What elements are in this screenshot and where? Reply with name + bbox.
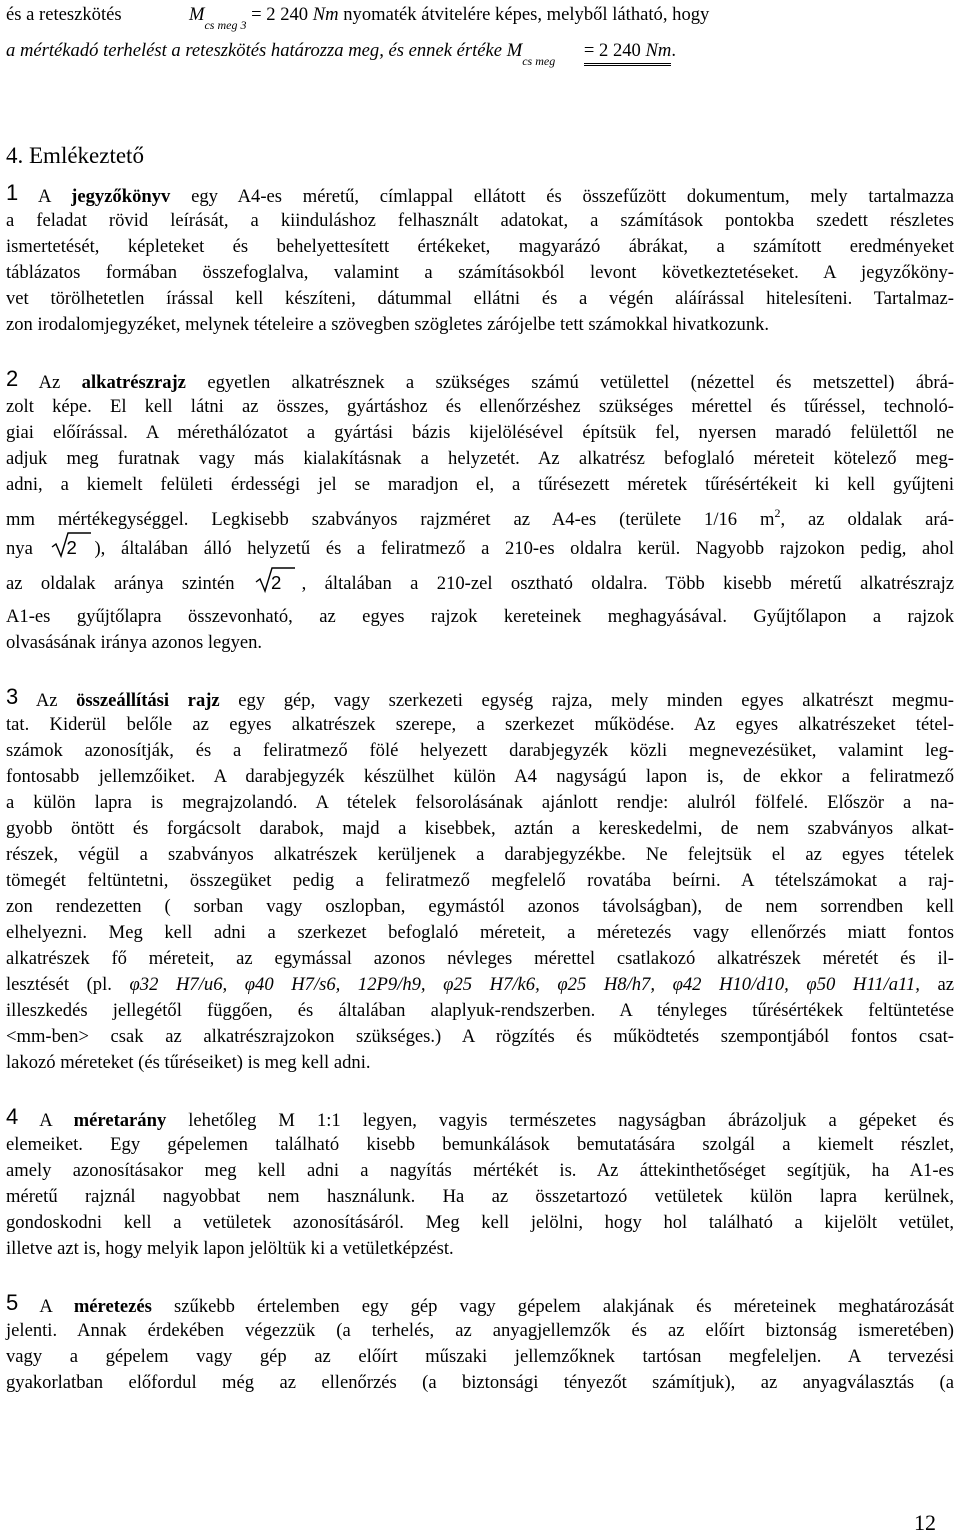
text: Az [38, 372, 61, 393]
p2-line-1 [6, 366, 954, 396]
top-line-2 [6, 38, 954, 74]
text: egy A4-es méretű, címlappal ellátott és összefűzött dokumentum, mely tartalmazza [191, 186, 954, 207]
text: lesztését (pl. [6, 974, 112, 995]
unit: Nm [312, 4, 339, 25]
radicand: 2 [66, 537, 77, 558]
p2-line-7 [6, 535, 954, 562]
p2-line: giai előírással. A mérethálózatot a gyártási bázis kijelölésével építsük fel, nyersen maradó felülettől ne [6, 422, 954, 443]
p3-line: alkatrészek fő méreteit, az egymással azonos névleges mérettel csatlakozó alkatrészek méretét és il- [6, 948, 954, 969]
p1-line-1 [6, 180, 954, 210]
text: az [937, 974, 954, 995]
text: , az oldalak ará- [780, 509, 954, 530]
text: A [39, 1296, 52, 1317]
top-line-1 [6, 2, 954, 38]
term: méretarány [73, 1110, 167, 1131]
p3-line: tat. Kiderül belőle az egyes alkatrészek szerepe, a szerkezet működése. Az egyes alkatrészeket tétel- [6, 714, 954, 735]
p1-line: a feladat rövid leírását, a kiinduláshoz felhasznált adatokat, a számítások pontokba szedett részletes [6, 210, 954, 231]
p3-line-12 [6, 972, 954, 998]
p3-line: zon rendezetten ( sorban vagy oszlopban, egymástól azonos távolságban), de nem sorrendben kell [6, 896, 954, 917]
p4-line: gondoskodni kell a vetületek azonosításáról. Meg kell jelölni, hogy hol található a kijelölt vetület, [6, 1212, 954, 1233]
p5-line-1 [6, 1290, 954, 1320]
page-number: 12 [914, 1510, 936, 1535]
fit-examples: φ32 H7/u6, φ40 H7/s6, 12P9/h9, φ25 H7/k6, φ25 H8/h7, φ42 H10/d10, φ50 H11/a11, [129, 974, 920, 995]
term: alkatrészrajz [81, 372, 186, 393]
p3-line: illeszkedés jellegétől függően, és általában alaplyuk-rendszerben. A tényleges tűrésértékek feltüntetése [6, 1000, 954, 1021]
text: egyetlen alkatrésznek a szükséges számú vetülettel (nézettel és metszettel) ábrá- [207, 372, 955, 393]
moment-symbol: M [506, 40, 523, 61]
p3-line: tömegét feltüntetni, összegüket pedig a feliratmező megfelelő rovatába beírni. A tételszámokat a raj- [6, 870, 954, 891]
p2-line-8 [6, 570, 954, 597]
p5-line: vagy a gépelem vagy gép az előírt műszaki jellemzőknek tartósan megfeleljen. A tervezési [6, 1346, 954, 1367]
footnote-number: 2 [6, 366, 19, 391]
value: = 2 240 [251, 4, 309, 25]
term: jegyzőkönyv [71, 186, 171, 207]
p4-line: amely azonosításakor meg kell adni a nagyítás mértékét is. Az áttekinthetőséget segítjük, ha A1-es [6, 1160, 954, 1181]
term: összeállítási rajz [76, 690, 220, 711]
p3-line: lakozó méreteket (és tűréseiket) is meg kell adni. [6, 1052, 371, 1073]
text: egy gép, vagy szerkezeti egység rajza, mely minden egyes alkatrészt megmu- [238, 690, 954, 711]
radical-sign-icon [51, 529, 91, 561]
p3-line: a külön lapra is megrajzolandó. A tételek felsorolásának ajánlott rendje: alulról fölfelé. Először a na- [6, 792, 954, 813]
p3-line-1 [6, 684, 954, 714]
p3-line: elhelyezni. Meg kell adni a szerkezet befoglaló méreteit, a méretezés vagy ellenőrzés miatt fontos [6, 922, 954, 943]
radical-sign-icon [255, 564, 295, 596]
text: , általában a 210-zel osztható oldalra. Több kisebb méretű alkatrészrajz [301, 573, 954, 594]
square-root [255, 570, 281, 597]
p2-line: adjuk meg furatnak vagy más kialakításnak a helyzetét. Az alkatrész befoglaló méreteit kötelező meg- [6, 448, 954, 469]
unit: Nm [645, 40, 672, 61]
p3-line: gyobb öntött és forgácsolt darabok, majd a kisebbek, aztán a kereskedelmi, de nem szabványos alkat- [6, 818, 954, 839]
p1-line: ismertetését, képleteket és behelyettesített értékeket, magyarázó ábrákat, a számított eredményeket [6, 236, 954, 257]
text: A [37, 186, 51, 207]
period: . [671, 40, 676, 61]
p3-line: számok azonosítják, és a feliratmező fölé helyezett darabjegyzék közli megnevezésüket, valamint leg- [6, 740, 954, 761]
term: méretezés [73, 1296, 152, 1317]
text: ), általában álló helyzetű és a feliratmező a 210-es oldalra kerül. Nagyobb rajzokon pedig, ahol [94, 538, 955, 559]
text: Az [35, 690, 58, 711]
text: A [39, 1110, 52, 1131]
p5-line: gyakorlatban előfordul még az ellenőrzés (a biztonsági tényezőt számítjuk), az anyagválasztás (a [6, 1372, 954, 1393]
superscript: 2 [774, 506, 781, 520]
p2-line-6 [6, 500, 954, 533]
subscript: cs meg [522, 54, 556, 68]
p4-line: elemeiket. Egy gépelemen található kisebb bemunkálások bemutatására szolgál a kiemelt részlet, [6, 1134, 954, 1155]
footnote-number: 3 [6, 684, 19, 709]
text: szűkebb értelemben egy gép vagy gépelem alakjának és méreteinek meghatározását [174, 1296, 955, 1317]
square-root [51, 535, 77, 562]
subscript: cs meg 3 [204, 18, 247, 32]
text: lehetőleg M 1:1 legyen, vagyis természetes nagyságban ábrázoljuk a gépeket és [188, 1110, 955, 1131]
section-heading: 4. Emlékeztető [6, 143, 144, 168]
p3-line: részek, végül a szabványos alkatrészek kerüljenek a darabjegyzékbe. Ne felejtsük el az egyes tételek [6, 844, 954, 865]
text: az oldalak aránya szintén [6, 573, 235, 594]
p2-line: A1-es gyűjtőlapra összevonható, az egyes rajzok kereteinek meghagyásával. Gyűjtőlapon a rajzok [6, 606, 954, 627]
p2-line: zolt képe. El kell látni az összes, gyártáshoz és ellenőrzéshez szükséges mérettel és tűréssel, technoló- [6, 396, 954, 417]
p5-line: jelenti. Annak érdekében végezzük (a terhelés, az anyagjellemzők és az előírt biztonság ismeretében) [6, 1320, 954, 1341]
text: mm mértékegységgel. Legkisebb szabványos rajzméret az A4-es (területe 1/16 m [6, 509, 775, 530]
text: a mértékadó terhelést a reteszkötés határozza meg, és ennek értéke [6, 40, 503, 61]
p4-line: méretű rajznál nagyobbat nem használunk. Ha az összetartozó vetületek külön lapra kerülnek, [6, 1186, 954, 1207]
text: nyomaték átvitelére képes, melyből látható, hogy [343, 4, 710, 25]
radicand: 2 [270, 572, 282, 593]
text: nya [6, 538, 33, 559]
text: és a reteszkötés [6, 4, 122, 25]
p1-line: táblázatos formában összefoglalva, valamint a számításokból levont következtetéseket. A jegyzőköny- [6, 262, 954, 283]
footnote-number: 5 [6, 1290, 19, 1315]
value: = 2 240 [583, 40, 641, 61]
p2-line: olvasásának iránya azonos legyen. [6, 632, 263, 653]
p2-line: adni, a kiemelt felületi érdességi jel se maradjon el, a tűrésezett méretek tűrésértékeit ki kell gyűjteni [6, 474, 954, 495]
footnote-number: 4 [6, 1104, 19, 1129]
p1-line: vet törölhetetlen írással kell készíteni, dátummal ellátni és a végén aláírással hitelesíteni. Tartalmaz- [6, 288, 954, 309]
p3-line: <mm-ben> csak az alkatrészrajzokon szükséges.) A rögzítés és működtetés szempontjából fontos csat- [6, 1026, 954, 1047]
result-value [584, 40, 671, 66]
p4-line: illetve azt is, hogy melyik lapon jelöltük ki a vetületképzést. [6, 1238, 454, 1259]
p3-line: fontosabb jellemzőiket. A darabjegyzék készülhet külön A4 nagyságú lapon is, de ekkor a feliratmező [6, 766, 954, 787]
moment-symbol: M [188, 4, 205, 25]
p4-line-1 [6, 1104, 954, 1134]
p1-line: zon irodalomjegyzéket, melynek tételeire a szövegben szögletes zárójelbe tett számokkal hivatkozunk. [6, 314, 770, 335]
footnote-number: 1 [6, 180, 19, 205]
